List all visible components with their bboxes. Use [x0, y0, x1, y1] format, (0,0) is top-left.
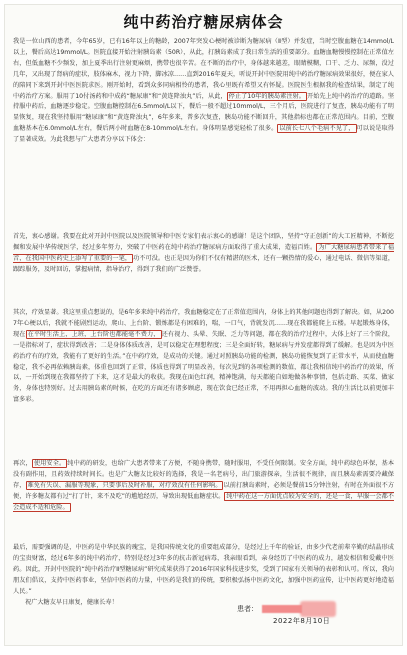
highlight-safe-use: 使用安全。: [33, 460, 66, 467]
testimonial-page: [5, 5, 402, 645]
paragraph-safety: [13, 459, 394, 514]
redacted-name: [262, 605, 302, 613]
document-date: 2022年8月10日: [273, 617, 331, 625]
safety-text-3: 以前打胰岛素时，必须是餐前15分钟注射，有时在外面很不方便，许多糖友都有过“打了针，来不及吃”的尴尬经历，导致出现低血糖症状。: [13, 481, 395, 500]
highlight-stairs: 在平时生活上，上班，上台阶也都能毫不费力，: [27, 330, 160, 338]
safety-text-2: 纯中药的研发，也给广大患者带来了方便，不随身携带，随时服用，不受任何限制。安全方面，纯中药绿色环保，基本没有副作用，且药效持续时间长。也是广大糖友比较好的选择，我是一名老病号，出门旅游探亲，生活很不规律，而且胰岛素需要冷藏保存，: [13, 460, 395, 489]
efficacy-text-2: 还有视力、头晕、失眠、乏力等问题，都在我的治疗过程中，大体上好了三个阶段，一是指标对了，症状得到改善；二是身体体质改善，是可以稳定在理想程度；三是全面好转，糖尿病与并发症都得到了缓解。也是因为中医药治疗有的疗效，我能有了更好的生活。”在中药疗效，是成功的关键。通过对照胰岛功能的检测，胰岛功能恢复到了正常水平，从而使血糖稳定，我不必再依赖胰岛素，体重也回到了正常，体质也得到了明显改善，每次见到的各项检测的数值，都让我相信纯中药治疗的效果，所以，一开始到现在我都坚持了下来，这才是最大的收获。我现在面色红润，精神饱满，每天都能自如地做各种事情，包括走路、买菜、做家务，身体也特别好。过去用胰岛素的时候，在吃的方面还有诸多顾虑，现在饮食已经正常，不用再担心血糖的波动。我的生活比以前更加丰富多彩。: [13, 330, 395, 404]
conclusion-text: 最后，需要强调的是，中医药是中华民族的瑰宝，是我国传统文化的重要组成部分，是经过上千年的验证，由多少代老前辈辛勤的结晶形成的宝贵财富，经过6年多的纯中药治疗，特别是经过3年多的抗击新冠病毒，我亲眼看到，亲身经历了中医药的成力，越发相信和爱戴中医药。因此，开封中医院的“纯中药治疗Ⅱ型糖尿病”研究成果获得了2016年国家科技进步奖，受到了国家有关领导的表彰和认可。所以，我向朋友们倡议，支持中医药事业，坚信中医药的力量，中医药是我们的传统，要积极弘扬中医药文化，加强中医药宣传，让中医药更好地造福人民。”: [13, 544, 394, 595]
intro-text-2: 开始先上纯中药治疗的道路。坚持服中药后，血糖逐步稳定。空腹血糖控制在6.5mmol/L以下，餐后一般不超过10mmol/L，三个月后，医院进行了复查，胰岛功能有了明显恢复，现在我坚持服用“糖尿康”和“黄连降浊丸”，6年多来，普多次复查，胰岛功能不断回升，其他指标也都在正常范围内。目前，空腹血糖基本在6.0mmol/L左右，餐后两小时血糖在8-10mmol/L左右。身体明显感觉轻松了很多。: [13, 92, 395, 133]
safety-text-1: 再次，: [13, 460, 32, 467]
closing-wish: 祝广大糖友早日康复，健康长寿！: [25, 598, 118, 606]
thanks-text-1: 首先，衷心感谢。我要在此对开封中医院以及医院领导和中医专家们表示衷心的感谢！是这个团队，坚持“守正创新”的大工匠精神，不断挖掘和发展中华传统医学，经过多年努力，突破了中医药在纯中药治疗糖尿病方面取得了重大成果，造福百姓。: [13, 233, 394, 251]
redacted-stamp: [300, 601, 336, 617]
paragraph-conclusion: [13, 543, 394, 608]
signature-label: 患者：: [237, 605, 258, 613]
intro-text-3: 可以说是取得了显著成效。为此我想与广大患者分享以下体会：: [13, 125, 394, 144]
paragraph-thanks: [13, 232, 394, 276]
intro-text-1: 我是一位山西的患者，今年65岁，已有16年以上的糖龄，2007年突发心梗时被诊断为糖尿病（Ⅱ型）并发症，当时空腹血糖在14mmol/L以上，餐后高达19mmol/L。医院直接开始注射胰岛素（50R），从此，打胰岛素成了我日常生活的重要部分。血糖血糖慢慢控制在正常值左右，但低血糖不少频发，加上夏季出行注射更麻烦，携带也很辛苦。在不断的治疗中，身体越来越差，眼睛模糊，口干、乏力、尿频，没过几年，又出现了肾病的症状，肢体麻木，视力下降，脚冰凉……直到2016年夏天，听说开封中医院用纯中药治疗糖尿病效果很好，便在家人的陪同下来到开封中医医院求医。刚开始时，看到众多同病相怜的患者，我心里既有希望又有怀疑。医院医生根据我的检查结果，制定了纯中药治疗方案。服用了10付汤药和中成药“糖尿康”和“黄连降浊丸”后，从此，: [13, 38, 394, 100]
efficacy-text-1: 其次，疗效显著。我这里重点想说的，是6年多来纯中药治疗，我血糖稳定在了正常值范围内，身体上的其他问题也得到了解决。如，从2007年心梗以后，我就不能剧烈运动，爬山、上台阶、锻炼都是有困难的，喘，一口气，背就发沉……现在我都能爬上五楼。早起锻炼身体，现在: [13, 309, 394, 338]
document-title: 纯中药治疗糖尿病体会: [123, 13, 284, 31]
highlight-good-news: 为广大糖尿病患者带来了福音，在我国中医药史上添写了重要的一笔，: [13, 243, 395, 262]
highlight-stop-insulin: 停止了10年的胰岛素注射。: [228, 92, 305, 100]
paragraph-intro: [13, 37, 394, 146]
thanks-text-2: 功不可没。也正是因为你们不仅有精湛的医术，还有一颗热情的爱心，通过电话、微信等渠道，跟踪服务，及时回访，掌握病情，指导治疗，得到了我们的广泛赞誉。: [13, 254, 395, 273]
signature-line: [237, 604, 302, 614]
highlight-missed-dose: 难免有失误、漏服等现象，只要事后及时补服，对疗效没有任何影响。: [27, 481, 222, 489]
highlight-symptoms-gone: 以前长七八个毛病不见了，: [279, 125, 355, 133]
paragraph-efficacy: [13, 308, 394, 406]
highlight-no-risk: 纯中药在这一方面优点较为安全的，还是一食，早服一会都不会造成不适和危险。: [13, 492, 394, 511]
